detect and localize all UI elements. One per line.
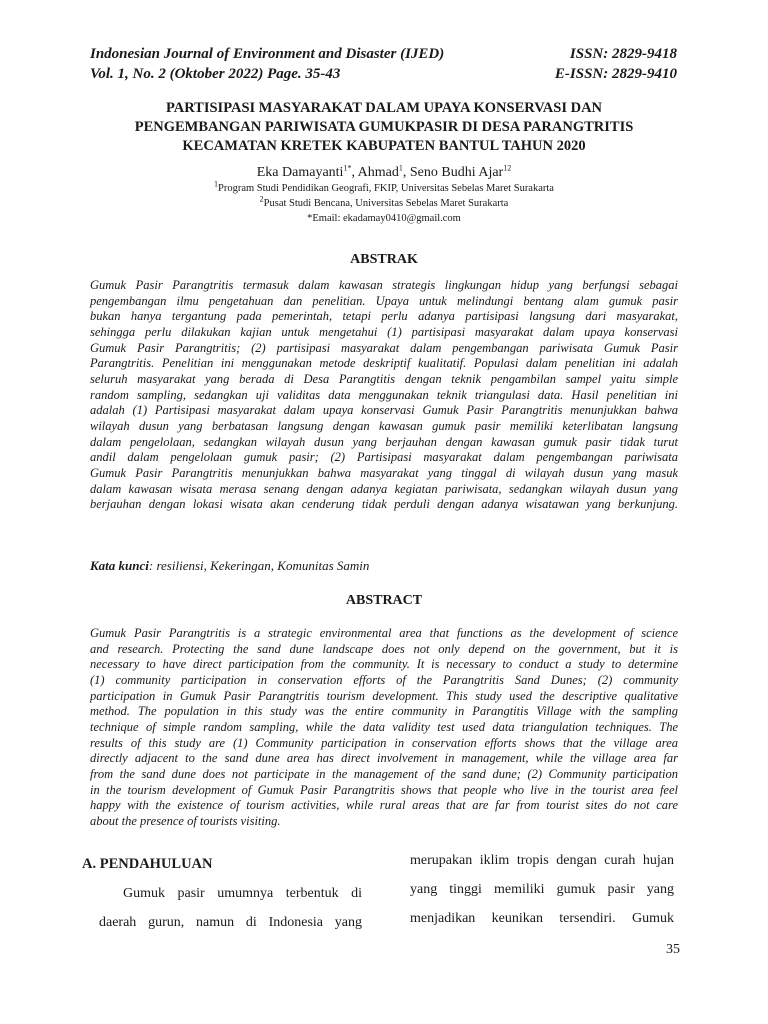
abstract-line: method. The population in this study was the entire community in Parangtitis Village with the sampling <box>90 704 678 719</box>
journal-header <box>90 44 444 84</box>
affiliation-2 <box>80 194 688 211</box>
author-name: Ahmad <box>357 165 399 180</box>
author-affiliation-mark: 12 <box>503 163 512 173</box>
affiliation-mark: 1 <box>214 179 219 189</box>
issn: ISSN: 2829-9418 <box>569 46 677 62</box>
keywords-label: Kata kunci <box>90 558 149 573</box>
eissn: E-ISSN: 2829-9410 <box>554 66 677 82</box>
body-line: Gumuk pasir umumnya terbentuk di <box>123 886 362 901</box>
title-line: KECAMATAN KRETEK KABUPATEN BANTUL TAHUN 2020 <box>182 138 586 154</box>
abstract-line: results of this study are (1) Community participation in conservation efforts shows that the village area <box>90 735 678 750</box>
body-line: yang tinggi memiliki gumuk pasir yang <box>410 882 674 897</box>
abstrak-line: Gumuk Pasir Parangtritis; (2) partisipasi masyarakat dalam pengembangan pariwisata Gumuk Pasir <box>90 340 678 355</box>
abstrak-line: bukan hanya tergantung pada pemerintah, tetapi perlu adanya partisipasi langsung dari masyarakat, <box>90 309 678 324</box>
paper-title <box>80 99 688 156</box>
abstract-line: about the presence of tourists visiting. <box>90 813 281 828</box>
abstract-line: directly adjacent to the sand dune area has direct involvement in management, while the village area far <box>90 751 678 766</box>
abstract-line: participation in Gumuk Pasir Parangtritis tourism development. This study used the descriptive qualitative <box>90 688 678 703</box>
title-line: PARTISIPASI MASYARAKAT DALAM UPAYA KONSERVASI DAN <box>165 100 603 116</box>
abstrak-line: dalam pengelolaan, sedangkan wilayah dusun yang berjauhan dengan kawasan gumuk pasir tidak turut <box>90 434 678 449</box>
author-affiliation-mark: 1* <box>343 163 352 173</box>
body-column-left <box>82 850 362 937</box>
abstract-line: from the sand dune does not participate in the management of the sand dune; (2) Community participation <box>90 766 678 781</box>
abstract-line: (1) community participation in conservation efforts of the Parangtritis Sand Dunes; (2) community <box>90 672 678 687</box>
body-line: menjadikan keunikan tersendiri. Gumuk <box>410 911 674 926</box>
body-line: merupakan iklim tropis dengan curah hujan <box>410 853 674 868</box>
title-line: PENGEMBANGAN PARIWISATA GUMUKPASIR DI DESA PARANGTRITIS <box>134 119 634 135</box>
abstract-paragraph <box>90 626 678 830</box>
abstrak-paragraph <box>90 278 678 513</box>
author-separator: , <box>351 165 358 180</box>
abstrak-line: random sampling, sedangkan uji validitas data menggunakan teknik triangulasi data. Hasil penelitian ini <box>90 387 678 402</box>
keywords <box>90 557 369 575</box>
abstrak-line: Gumuk Pasir Parangtritis menunjukkan bahwa masyarakat yang tinggal di wilayah dusun yang masuk <box>90 465 678 480</box>
journal-volume: Vol. 1, No. 2 (Oktober 2022) Page. 35-43 <box>90 66 341 82</box>
body-column-right <box>410 846 674 933</box>
keywords-text: : resiliensi, Kekeringan, Komunitas Samin <box>148 558 370 573</box>
abstrak-line: pengembangan ilmu pengetahuan dan penelitian. Upaya untuk melindungi bentang alam gumuk pasir <box>90 293 678 308</box>
abstract-heading: ABSTRACT <box>345 593 423 608</box>
author-name: Seno Budhi Ajar <box>409 165 504 180</box>
abstract-line: and research. Protecting the sand dune landscape does not only depend on the government, but it is <box>90 641 678 656</box>
affiliation-1 <box>80 179 688 196</box>
abstrak-line: wilayah dusun yang berbatasan langsung dengan kawasan gumuk pasir memiliki keterlibatan langsung <box>90 418 678 433</box>
author-affiliation-mark: 1 <box>398 163 403 173</box>
author-separator: , <box>402 165 410 180</box>
abstract-line: in the tourism development of Gumuk Pasir Parangtritis shows that people who live in the tourist area feel <box>90 782 678 797</box>
abstract-line: necessary to have direct participation from the community. It is necessary to conduct a study to determine <box>90 657 678 672</box>
corresponding-email: *Email: ekadamay0410@gmail.com <box>307 213 461 224</box>
journal-name: Indonesian Journal of Environment and Disaster (IJED) <box>90 46 445 62</box>
abstrak-line: seluruh masyarakat yang berada di Desa Parangtitis dengan teknik pengambilan sampel yaitu simple <box>90 371 678 386</box>
affiliation-text: Pusat Studi Bencana, Universitas Sebelas Maret Surakarta <box>263 198 509 209</box>
abstrak-heading: ABSTRAK <box>350 252 418 267</box>
abstrak-line: Parangtritis. Penelitian ini menggunakan metode deskriptif kualitatif. Populasi dalam penelitian ini adalah <box>90 356 678 371</box>
abstrak-line: adalah (1) Partisipasi masyarakat dalam upaya konservasi Gumuk Pasir Parangtritis menunjukkan bahwa <box>90 403 678 418</box>
issn-block <box>555 44 677 84</box>
abstrak-line: Gumuk Pasir Parangtritis termasuk dalam kawasan strategis lingkungan hidup yang berfungsi sebagai <box>90 278 678 292</box>
abstract-line: technique of simple random sampling, while the data validity test used data triangulation techniques. The <box>90 719 678 734</box>
page-number: 35 <box>666 942 680 957</box>
author-list <box>80 164 688 182</box>
body-line: daerah gurun, namun di Indonesia yang <box>99 915 362 930</box>
affiliation-mark: 2 <box>259 194 264 204</box>
affiliation-text: Program Studi Pendidikan Geografi, FKIP, Universitas Sebelas Maret Surakarta <box>218 183 554 194</box>
abstrak-line: andil dalam pengelolaan gumuk pasir; (2) Partisipasi masyarakat dalam pengembangan pariwisata <box>90 450 678 465</box>
author-name: Eka Damayanti <box>256 165 344 180</box>
abstrak-line: dalam kawasan wisata merasa senang dengan adanya kegiatan pariwisata, sedangkan wilayah dusun yang <box>90 481 678 496</box>
section-heading: A. PENDAHULUAN <box>82 856 213 872</box>
abstract-line: Gumuk Pasir Parangtritis is a strategic environmental area that functions as the development of science <box>90 626 678 640</box>
abstrak-line: sehingga perlu dilakukan kajian untuk mengetahui (1) partisipasi masyarakat dalam upaya konservasi <box>90 324 678 339</box>
abstrak-line: berjauhan dengan lokasi wisata akan cenderung tidak perduli dengan adanya wisatawan yang berkunjung. <box>90 497 678 512</box>
abstract-line: happy with the existence of tourism activities, while rural areas that are far from tourist sites do not care <box>90 798 678 813</box>
